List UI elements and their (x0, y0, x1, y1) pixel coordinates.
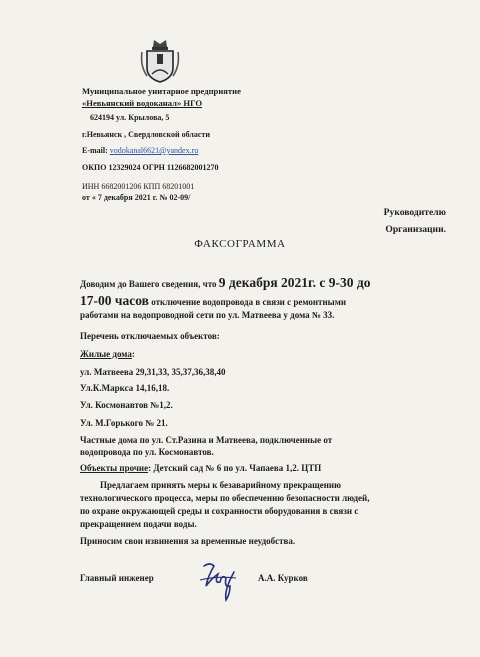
document-title: ФАКСОГРАММА (194, 238, 286, 250)
signer-position: Главный инженер (80, 573, 154, 583)
private-houses-line-1: Частные дома по ул. Ст.Разина и Матвеева, подключенные от (80, 435, 333, 445)
other-objects-text: : Детский сад № 6 по ул. Чапаева 1,2. ЦТП (148, 463, 322, 473)
residential-heading: Жилые дома (80, 349, 132, 359)
org-line-1: Муниципальное унитарное предприятие (82, 86, 241, 96)
okpo-line: ОКПО 12329024 ОГРН 1126682001270 (82, 163, 219, 172)
email-link[interactable]: vodokanal6621@yandex.ru (109, 146, 199, 155)
intro-line-1 (80, 276, 452, 291)
outage-time-to: 17-00 часов (80, 293, 149, 308)
measures-line-3: по охране окружающей среды и сохранности оборудования в связи с (80, 506, 359, 516)
intro-line-3: работами на водопроводной сети по ул. Матвеева у дома № 33. (80, 310, 335, 320)
recipient-line-2: Организации. (385, 224, 446, 235)
outage-time-from: с 9-30 до (316, 275, 371, 290)
handwritten-signature-icon (196, 560, 244, 604)
other-objects-line (80, 462, 452, 475)
measures-line-2: технологического процесса, меры по обеспечению безопасности людей, (80, 493, 370, 503)
street-3: Ул. Космонавтов №1,2. (80, 400, 173, 410)
intro-line-2 (80, 294, 452, 309)
reference-line: от « 7 декабря 2021 г. № 02-09/ (82, 193, 191, 202)
inn-line: ИНН 6682001206 КПП 68201001 (82, 182, 195, 191)
address-line-2: г.Невьянск , Свердловской области (82, 130, 210, 139)
street-4: Ул. М.Горького № 21. (80, 418, 168, 428)
apology-line: Приносим свои извинения за временные неудобства. (80, 536, 296, 546)
measures-line-4: прекращением подачи воды. (80, 519, 197, 529)
outage-date: 9 декабря 2021г. (218, 275, 316, 290)
street-2: Ул.К.Маркса 14,16,18. (80, 383, 170, 393)
coat-of-arms-icon (138, 38, 182, 84)
intro-reason: отключение водопровода в связи с ремонтными (148, 297, 347, 307)
email-line (82, 146, 198, 155)
org-line-2: «Невьянский водоканал» НГО (82, 98, 203, 108)
signer-name: А.А. Курков (258, 573, 308, 583)
intro-text: Доводим до Вашего сведения, что (80, 279, 219, 289)
residential-heading-line (80, 348, 452, 361)
other-objects-heading: Объекты прочие (80, 463, 149, 473)
address-line-1: 624194 ул. Крылова, 5 (90, 113, 170, 122)
recipient-line-1: Руководителю (383, 207, 446, 218)
email-label: E-mail: (82, 146, 110, 155)
measures-line-1: Предлагаем принять меры к безаварийному прекращению (100, 480, 341, 490)
residential-colon: : (131, 349, 135, 359)
private-houses-line-2: водопровода по ул. Космонавтов. (80, 447, 214, 457)
street-1: ул. Матвеева 29,31,33, 35,37,36,38,40 (80, 367, 226, 377)
list-heading: Перечень отключаемых объектов: (80, 331, 220, 341)
